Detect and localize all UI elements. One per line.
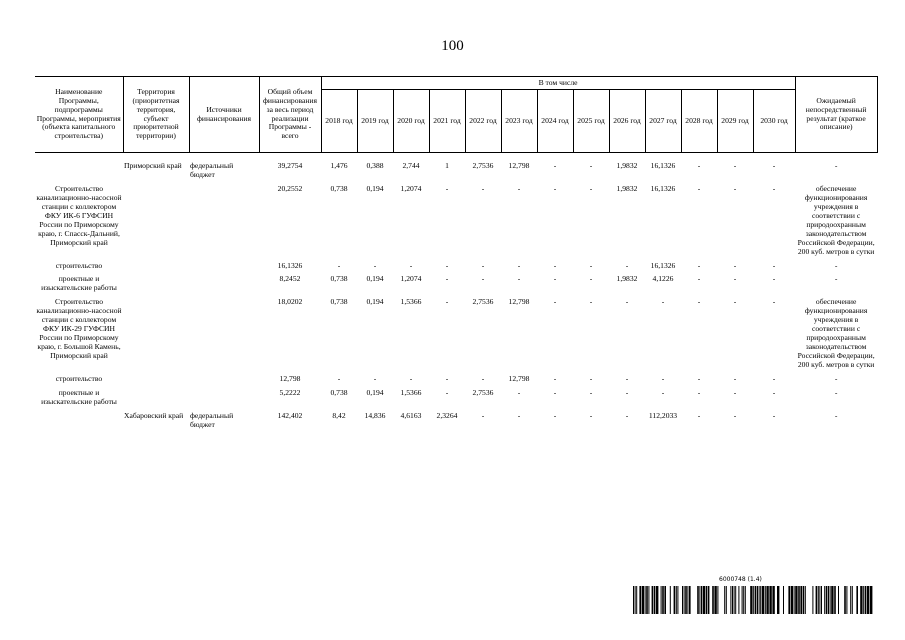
barcode-bar [734, 586, 735, 614]
row-year-value: - [625, 297, 629, 307]
row-year-value: - [697, 161, 701, 170]
row-year-value: 0,194 [366, 274, 384, 284]
row-year-value: 2,7536 [472, 161, 494, 170]
row-territory [123, 297, 189, 374]
header-year: 2026 год [609, 90, 645, 153]
barcode-bar [826, 586, 828, 614]
barcode-bar [765, 586, 766, 614]
row-year-value: - [625, 374, 629, 384]
barcode-bar [633, 586, 634, 614]
row-year-value: - [445, 387, 449, 397]
row-year-value: - [337, 260, 341, 270]
barcode-bar [860, 586, 862, 614]
barcode-bar [642, 586, 644, 614]
row-year-value: - [589, 387, 593, 397]
barcode-bar [819, 586, 820, 614]
barcode-bar [706, 586, 708, 614]
row-year-value: - [553, 183, 557, 193]
row-year-value: - [589, 260, 593, 270]
row-territory [123, 274, 189, 297]
row-year-value: - [553, 297, 557, 307]
barcode-bar [772, 586, 774, 614]
header-year: 2018 год [321, 90, 357, 153]
row-year-value: - [481, 260, 485, 270]
barcode-bar [769, 586, 771, 614]
row-year-value: - [697, 410, 701, 420]
table-row [35, 161, 877, 184]
header-territory: Территория (приоритетная территория, субъект приоритетной территории) [123, 77, 189, 153]
table-row [35, 274, 877, 297]
row-year-value: - [625, 410, 629, 420]
row-year-value: 1 [445, 161, 449, 170]
row-year-value: 0,194 [366, 297, 384, 307]
barcode-bar [685, 586, 687, 614]
barcode-bar [682, 586, 683, 614]
table-row [35, 297, 877, 374]
row-year-value: - [517, 387, 521, 397]
barcode-bar [662, 586, 664, 614]
barcode-bar [828, 586, 829, 614]
header-year: 2021 год [429, 90, 465, 153]
row-year-value: - [409, 374, 413, 384]
row-year-value: - [697, 387, 701, 397]
row-year-value: 16,1326 [650, 183, 676, 193]
barcode-bar [838, 586, 839, 614]
barcode-bar [712, 586, 714, 614]
row-name: проектные и изыскательские работы [41, 274, 117, 293]
row-year-value: 16,1326 [650, 161, 676, 170]
barcode-bar [846, 586, 847, 614]
barcode-bar [743, 586, 744, 614]
table-row [35, 374, 877, 388]
row-year-value: 4,1226 [652, 274, 674, 284]
row-year-value: 2,7536 [472, 387, 494, 397]
barcode-bar [852, 586, 853, 614]
row-year-value: - [445, 260, 449, 270]
row-year-value: 1,9832 [616, 274, 638, 284]
barcode-bar [821, 586, 822, 614]
header-year: 2019 год [357, 90, 393, 153]
row-year-value: 0,738 [330, 183, 348, 193]
barcode-bar [708, 586, 710, 614]
row-result: - [834, 374, 838, 384]
barcode-bar [732, 586, 733, 614]
row-total: 39,2754 [277, 161, 303, 170]
row-name: проектные и изыскательские работы [41, 387, 117, 406]
row-result: обеспечение функционирования учреждения в соответствии с природоохранным законодательством Российской Федерации, 200 куб. метров в сутки [797, 183, 875, 256]
barcode-bar [870, 586, 872, 614]
header-year: 2029 год [717, 90, 753, 153]
row-territory: Хабаровский край [124, 410, 184, 420]
barcode-bar [798, 586, 800, 614]
row-year-value: - [589, 297, 593, 307]
row-total: 5,2222 [279, 387, 301, 397]
row-year-value: 0,194 [366, 183, 384, 193]
barcode-bar [646, 586, 648, 614]
row-result: - [834, 387, 838, 397]
row-total: 8,2452 [279, 274, 301, 284]
barcode-bar [812, 586, 813, 614]
row-year-value: - [772, 410, 776, 420]
row-total: 18,0202 [277, 297, 303, 307]
row-year-value: - [553, 274, 557, 284]
row-year-value: - [733, 183, 737, 193]
barcode-bar [703, 586, 705, 614]
row-year-value: - [553, 410, 557, 420]
row-year-value: - [661, 374, 665, 384]
row-source: федеральный бюджет [190, 410, 234, 429]
barcode-bar [697, 586, 699, 614]
barcode-bar [648, 586, 649, 614]
row-year-value: 0,194 [366, 387, 384, 397]
barcode-bar [766, 586, 768, 614]
header-year: 2024 год [537, 90, 573, 153]
row-year-value: - [697, 260, 701, 270]
row-year-value: - [697, 297, 701, 307]
row-source [189, 261, 259, 275]
row-year-value: - [481, 374, 485, 384]
barcode-bar [687, 586, 688, 614]
row-year-value: - [772, 161, 776, 170]
barcode-bar [753, 586, 754, 614]
row-source [189, 374, 259, 388]
row-name: Строительство канализационно-насосной станции с коллектором ФКУ ИК-29 ГУФСИН России по Приморскому краю, г. Большой Камень, Приморский край [36, 297, 122, 361]
row-year-value: - [733, 161, 737, 170]
row-year-value: - [553, 387, 557, 397]
barcode-bar [867, 586, 869, 614]
barcode-bar [701, 586, 702, 614]
barcode-bar [745, 586, 746, 614]
header-name: Наименование Программы, подпрограммы Программы, мероприятия (объекта капитального строительства) [35, 77, 123, 153]
row-year-value: - [517, 274, 521, 284]
row-result: - [834, 410, 838, 420]
barcode-bar [856, 586, 858, 614]
row-year-value: - [733, 297, 737, 307]
row-territory [123, 261, 189, 275]
barcode-bar [757, 586, 758, 614]
header-in-total: В том числе [321, 77, 795, 90]
barcode-bar [850, 586, 851, 614]
barcode-bar [805, 586, 806, 614]
row-year-value: 4,6163 [400, 410, 422, 420]
row-year-value: - [661, 297, 665, 307]
barcode-bar [735, 586, 736, 614]
header-result: Ожидаемый непосредственный результат (краткое описание) [795, 77, 877, 153]
barcode-bar [794, 586, 795, 614]
row-year-value: - [481, 274, 485, 284]
barcode-bar [730, 586, 731, 614]
row-year-value: - [772, 274, 776, 284]
row-year-value: - [733, 374, 737, 384]
barcode-bar [795, 586, 797, 614]
row-territory [123, 374, 189, 388]
barcode-bar [738, 586, 739, 614]
row-year-value: 12,798 [508, 374, 530, 384]
row-year-value: 0,738 [330, 297, 348, 307]
row-year-value: - [589, 374, 593, 384]
row-year-value: - [553, 374, 557, 384]
row-year-value: 0,388 [366, 161, 384, 170]
row-year-value: - [445, 183, 449, 193]
barcode-bar [762, 586, 764, 614]
row-year-value: - [553, 260, 557, 270]
barcode-bar [639, 586, 641, 614]
row-year-value: - [589, 161, 593, 170]
row-year-value: 12,798 [508, 161, 530, 170]
row-year-value: - [697, 274, 701, 284]
barcode-bar [834, 586, 836, 614]
header-total: Общий объем финансирования за весь период реализации Программы - всего [259, 77, 321, 153]
barcode-bar [816, 586, 818, 614]
row-territory: Приморский край [124, 161, 182, 170]
row-year-value: 0,738 [330, 387, 348, 397]
header-year: 2025 год [573, 90, 609, 153]
table-row [35, 411, 877, 434]
table-row [35, 261, 877, 275]
row-year-value: 1,9832 [616, 183, 638, 193]
row-year-value: 2,3264 [436, 410, 458, 420]
row-result: обеспечение функционирования учреждения в соответствии с природоохранным законодательством Российской Федерации, 200 куб. метров в сутки [797, 297, 875, 370]
row-year-value: - [553, 161, 557, 170]
barcode-bar [800, 586, 802, 614]
barcode-bar [803, 586, 805, 614]
row-name [35, 411, 123, 434]
row-year-value: - [337, 374, 341, 384]
row-year-value: - [697, 374, 701, 384]
barcode-bar [714, 586, 716, 614]
row-result: - [834, 274, 838, 284]
barcode-label: 6000748 (1.4) [719, 576, 762, 583]
row-year-value: - [589, 410, 593, 420]
row-year-value: - [625, 387, 629, 397]
row-year-value: 12,798 [508, 297, 530, 307]
barcode-bar [755, 586, 757, 614]
row-year-value: - [733, 260, 737, 270]
row-source [189, 297, 259, 374]
page-number: 100 [441, 38, 464, 54]
row-year-value: - [445, 274, 449, 284]
row-year-value: - [625, 260, 629, 270]
barcode-bar [830, 586, 831, 614]
row-year-value: 1,5366 [400, 297, 422, 307]
barcode [633, 586, 873, 614]
row-year-value: 2,744 [402, 161, 420, 170]
row-year-value: - [733, 387, 737, 397]
barcode-bar [670, 586, 671, 614]
row-year-value: 2,7536 [472, 297, 494, 307]
barcode-bar [818, 586, 819, 614]
barcode-bar [759, 586, 760, 614]
row-result: - [834, 260, 838, 270]
row-year-value: - [772, 374, 776, 384]
row-year-value: - [481, 410, 485, 420]
row-year-value: 1,5366 [400, 387, 422, 397]
barcode-bar [684, 586, 685, 614]
row-year-value: - [445, 297, 449, 307]
row-year-value: - [373, 260, 377, 270]
row-year-value: - [772, 183, 776, 193]
row-year-value: 8,42 [332, 410, 346, 420]
barcode-bar [726, 586, 727, 614]
barcode-bar [645, 586, 646, 614]
barcode-bar [674, 586, 676, 614]
row-source [189, 274, 259, 297]
row-year-value: 112,2033 [648, 410, 678, 420]
row-year-value: 1,2074 [400, 274, 422, 284]
row-total: 142,402 [277, 410, 303, 420]
barcode-bar [664, 586, 666, 614]
barcode-bar [824, 586, 825, 614]
barcode-bar [788, 586, 790, 614]
row-year-value: - [517, 410, 521, 420]
row-year-value: - [661, 387, 665, 397]
header-year: 2028 год [681, 90, 717, 153]
barcode-bar [724, 586, 725, 614]
barcode-bar [865, 586, 867, 614]
header-year: 2023 год [501, 90, 537, 153]
table-row [35, 388, 877, 411]
barcode-bar [661, 586, 662, 614]
row-name: строительство [55, 374, 103, 384]
row-total: 12,798 [279, 374, 301, 384]
row-year-value: - [589, 183, 593, 193]
row-year-value: - [772, 260, 776, 270]
row-year-value: 1,2074 [400, 183, 422, 193]
row-year-value: - [772, 387, 776, 397]
row-name: Строительство канализационно-насосной станции с коллектором ФКУ ИК-6 ГУФСИН России по Приморскому краю, г. Спасск-Дальний, Приморский край [36, 183, 122, 247]
barcode-bar [777, 586, 779, 614]
table-body [35, 153, 877, 434]
row-year-value: - [697, 183, 701, 193]
financing-table [35, 76, 878, 434]
barcode-bar [750, 586, 752, 614]
row-year-value: - [409, 260, 413, 270]
barcode-bar [689, 586, 691, 614]
row-source: федеральный бюджет [190, 161, 234, 179]
header-year: 2020 год [393, 90, 429, 153]
row-year-value: - [373, 374, 377, 384]
row-name [35, 161, 123, 184]
row-year-value: 0,738 [330, 274, 348, 284]
row-source [189, 184, 259, 261]
header-year: 2030 год [753, 90, 795, 153]
row-year-value: - [733, 274, 737, 284]
row-year-value: 1,476 [330, 161, 348, 170]
row-year-value: - [445, 374, 449, 384]
row-source [189, 388, 259, 411]
row-total: 16,1326 [277, 260, 303, 270]
barcode-bar [635, 586, 636, 614]
barcode-bar [652, 586, 654, 614]
barcode-bar [783, 586, 784, 614]
barcode-bar [717, 586, 718, 614]
barcode-bar [699, 586, 700, 614]
barcode-bar [676, 586, 677, 614]
barcode-bar [844, 586, 846, 614]
barcode-bar [656, 586, 658, 614]
row-year-value: - [517, 183, 521, 193]
barcode-bar [654, 586, 656, 614]
row-name: строительство [55, 260, 103, 270]
row-year-value: 14,836 [364, 410, 386, 420]
row-year-value: - [589, 274, 593, 284]
barcode-bar [677, 586, 678, 614]
row-territory [123, 184, 189, 261]
row-year-value: - [481, 183, 485, 193]
barcode-bar [760, 586, 761, 614]
barcode-bar [863, 586, 864, 614]
row-year-value: 1,9832 [616, 161, 638, 170]
row-result: - [834, 161, 838, 170]
row-territory [123, 388, 189, 411]
row-year-value: - [733, 410, 737, 420]
barcode-bar [831, 586, 833, 614]
header-source: Источники финансирования [189, 77, 259, 153]
barcode-bar [791, 586, 793, 614]
barcode-bar [742, 586, 743, 614]
row-year-value: 16,1326 [650, 260, 676, 270]
table-row [35, 184, 877, 261]
row-year-value: - [517, 260, 521, 270]
barcode-bar [636, 586, 637, 614]
header-year: 2022 год [465, 90, 501, 153]
row-total: 20,2552 [277, 183, 303, 193]
header-year: 2027 год [645, 90, 681, 153]
row-year-value: - [772, 297, 776, 307]
